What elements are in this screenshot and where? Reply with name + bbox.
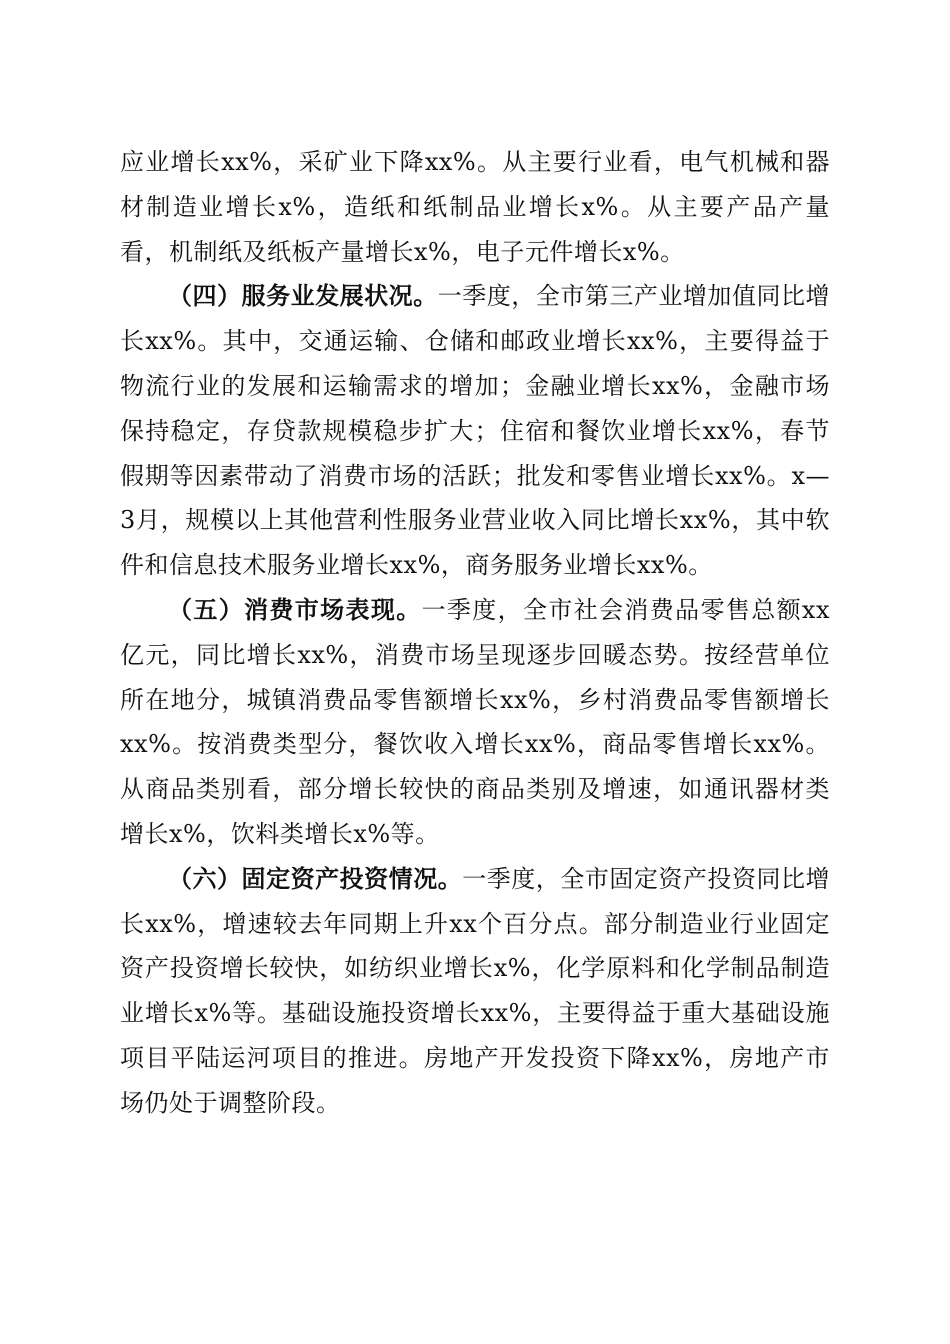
paragraph-text: 应业增长xx%，采矿业下降xx%。从主要行业看，电气机械和器材制造业增长x%，造纸和纸制品业增长x%。从主要产品产量看，机制纸及纸板产量增长x%，电子元件增长x%。	[120, 148, 830, 266]
paragraph-text: 一季度，全市社会消费品零售总额xx亿元，同比增长xx%，消费市场呈现逐步回暖态势。按经营单位所在地分，城镇消费品零售额增长xx%，乡村消费品零售额增长xx%。按消费类型分，餐饮收入增长xx%，商品零售增长xx%。从商品类别看，部分增长较快的商品类别及增速，如通讯器材类增长x%，饮料类增长x%等。	[120, 595, 831, 848]
paragraph-text: 一季度，全市固定资产投资同比增长xx%，增速较去年同期上升xx个百分点。部分制造业行业固定资产投资增长较快，如纺织业增长x%，化学原料和化学制品制造业增长x%等。基础设施投资增长xx%，主要得益于重大基础设施项目平陆运河项目的推进。房地产开发投资下降xx%，房地产市场仍处于调整阶段。	[120, 864, 831, 1117]
paragraph-continuation	[120, 140, 830, 274]
section-heading-investment: （六）固定资产投资情况。	[168, 863, 463, 893]
section-heading-services: （四）服务业发展状况。	[168, 281, 438, 311]
paragraph-services	[120, 274, 830, 588]
paragraph-investment	[120, 857, 830, 1126]
paragraph-consumption	[120, 588, 830, 857]
paragraph-text: 一季度，全市第三产业增加值同比增长xx%。其中，交通运输、仓储和邮政业增长xx%，主要得益于物流行业的发展和运输需求的增加；金融业增长xx%，金融市场保持稳定，存贷款规模稳步扩大；住宿和餐饮业增长xx%，春节假期等因素带动了消费市场的活跃；批发和零售业增长xx%。x—3月，规模以上其他营利性服务业营业收入同比增长xx%，其中软件和信息技术服务业增长xx%，商务服务业增长xx%。	[120, 282, 831, 580]
document-page	[120, 140, 830, 1126]
section-heading-consumption: （五）消费市场表现。	[168, 594, 422, 624]
